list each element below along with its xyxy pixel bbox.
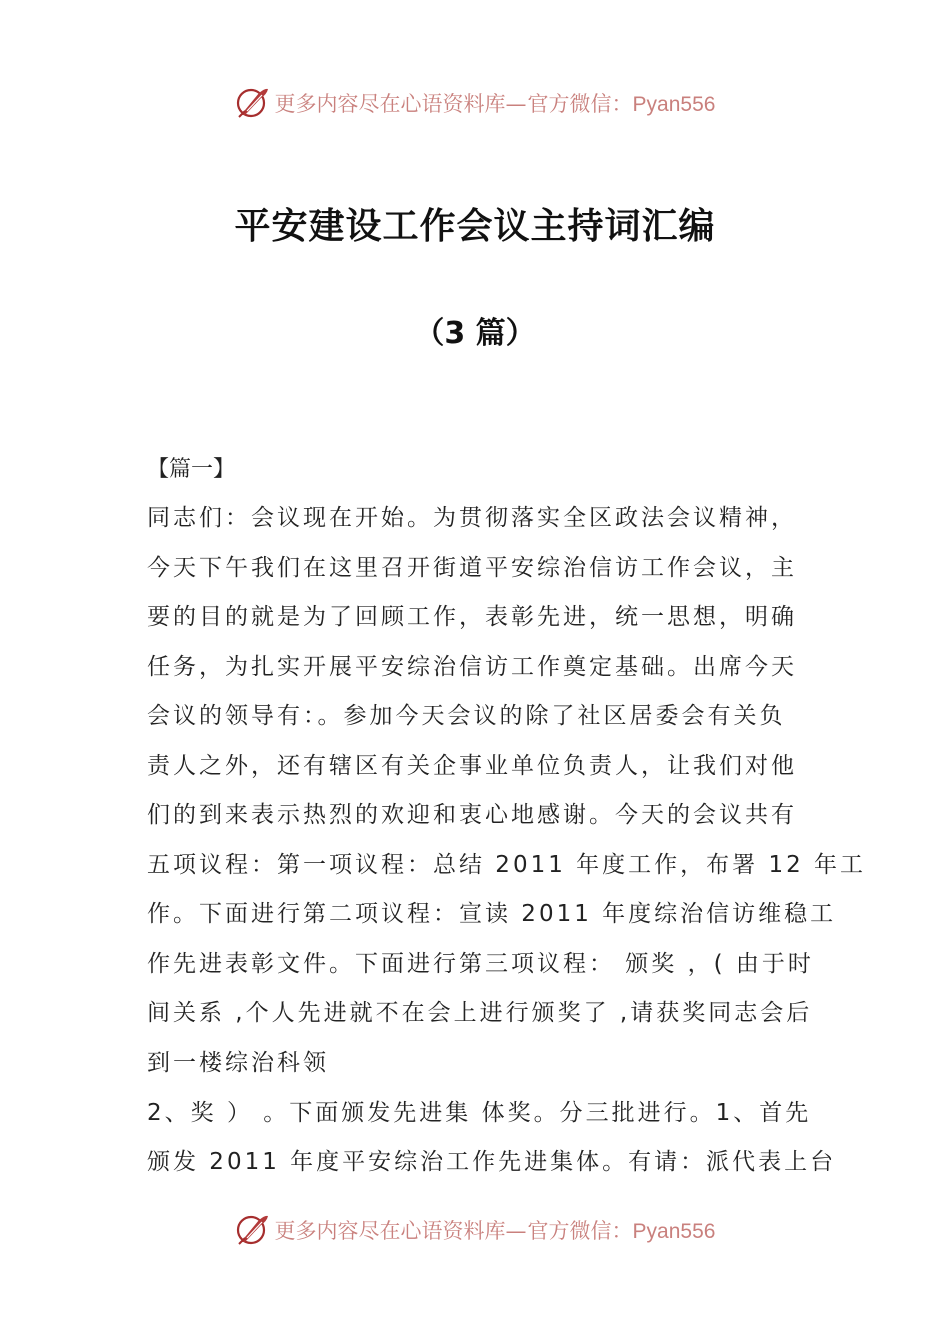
body-line: 要的目的就是为了回顾工作，表彰先进，统一思想，明确 [147,604,797,630]
watermark-wechat-id: Pyan556 [632,1220,716,1243]
header-watermark-banner [0,83,950,123]
watermark-separator: — [505,92,528,116]
document-subtitle: （3 篇） [414,316,536,351]
watermark-slogan: 更多内容尽在心语资料库 [274,92,506,116]
watermark-wechat-label: 官方微信： [527,1219,633,1243]
watermark-wechat-label: 官方微信： [527,92,633,116]
watermark-separator: — [505,1219,528,1243]
body-line: 们的到来表示热烈的欢迎和衷心地感谢。今天的会议共有 [147,802,797,828]
document-title: 平安建设工作会议主持词汇编 [234,206,716,248]
body-line: 到一楼综治科领 [147,1050,329,1076]
header-watermark-text [275,88,716,118]
body-line: 同志们：会议现在开始。为贯彻落实全区政法会议精神， [147,505,797,531]
footer-watermark-banner [0,1210,950,1250]
body-line: 作。下面进行第二项议程：宣读 2011 年度综治信访维稳工 [147,901,837,927]
watermark-slogan: 更多内容尽在心语资料库 [274,1219,506,1243]
body-line: 五项议程：第一项议程：总结 2011 年度工作，布署 12 年工 [147,852,867,878]
body-line: 间关系 ,个人先进就不在会上进行颁奖了 ,请获奖同志会后 [147,1000,813,1026]
footer-watermark-text [275,1215,716,1245]
body-line: 今天下午我们在这里召开街道平安综治信访工作会议，主 [147,555,797,581]
body-line: 责人之外，还有辖区有关企事业单位负责人，让我们对他 [147,753,797,779]
body-line: 作先进表彰文件。下面进行第三项议程： 颁奖 ，( 由于时 [147,951,814,977]
body-line: 2、奖 ） 。下面颁发先进集 体奖。分三批进行。1、首先 [147,1100,812,1126]
body-line: 颁发 2011 年度平安综治工作先进集体。有请：派代表上台 [147,1149,837,1175]
watermark-wechat-id: Pyan556 [632,93,716,116]
section-label: 【篇一】 [147,457,236,482]
body-line: 会议的领导有：。参加今天会议的除了社区居委会有关负 [147,703,786,729]
quill-logo-icon [235,85,271,121]
quill-logo-icon [235,1212,271,1248]
body-line: 任务，为扎实开展平安综治信访工作奠定基础。出席今天 [147,654,797,680]
